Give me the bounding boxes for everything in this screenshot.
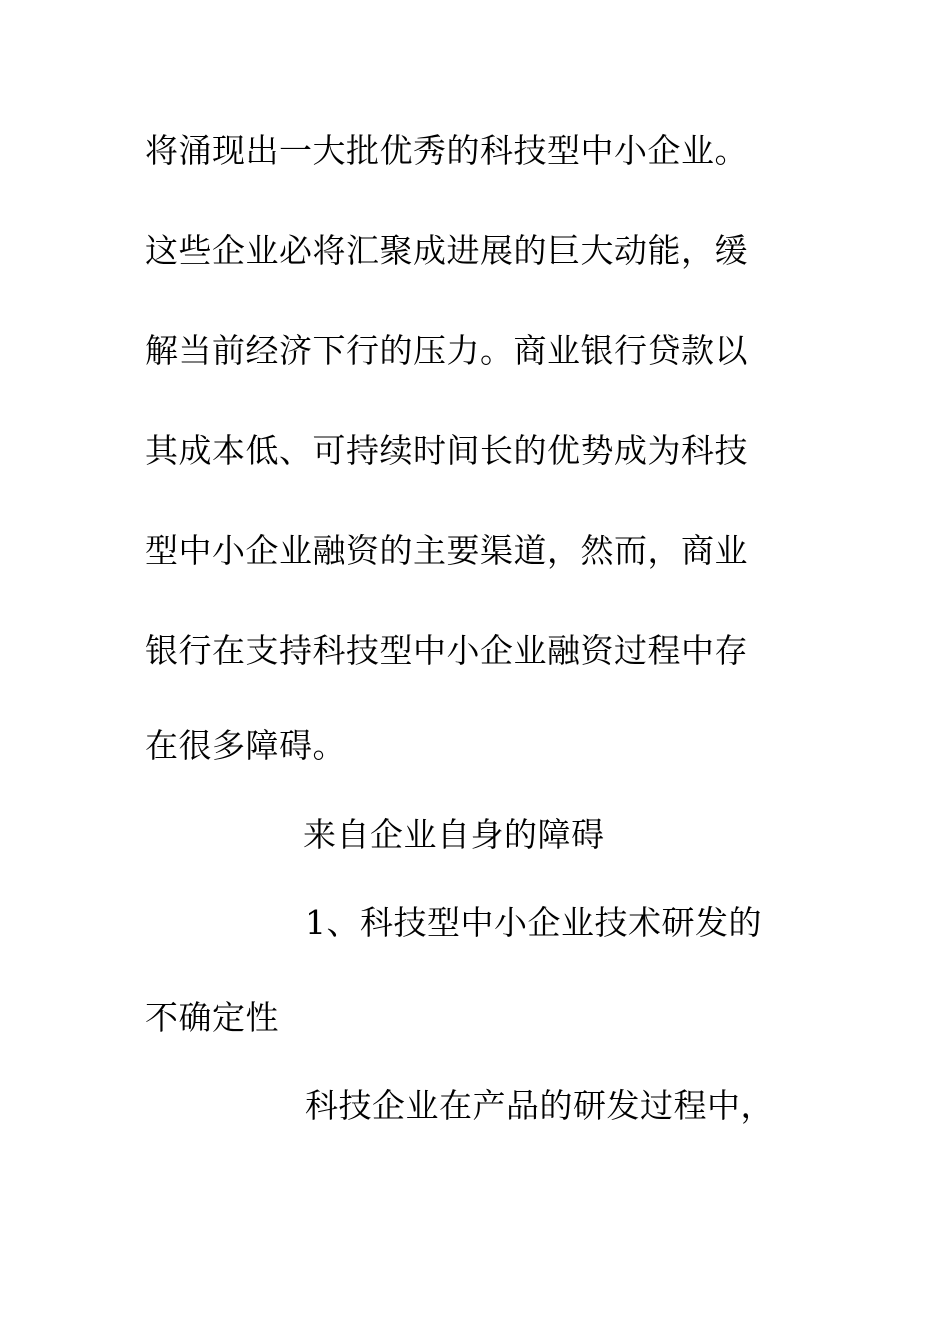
section-heading: 来自企业自身的障碍 [303,815,605,854]
body-text-line: 型中小企业融资的主要渠道，然而，商业 [145,531,748,570]
body-text-line: 这些企业必将汇聚成进展的巨大动能，缓 [145,231,748,270]
body-text-line: 在很多障碍。 [145,726,346,765]
body-text-line: 解当前经济下行的压力。商业银行贷款以 [145,331,748,370]
subsection-heading-line: 1、科技型中小企业技术研发的 [305,903,762,942]
body-text-line: 将涌现出一大批优秀的科技型中小企业。 [145,131,748,170]
subsection-heading-line: 不确定性 [145,998,279,1037]
body-text-line: 科技企业在产品的研发过程中， [305,1086,774,1125]
body-text-line: 银行在支持科技型中小企业融资过程中存 [145,631,748,670]
body-text-line: 其成本低、可持续时间长的优势成为科技 [145,431,748,470]
